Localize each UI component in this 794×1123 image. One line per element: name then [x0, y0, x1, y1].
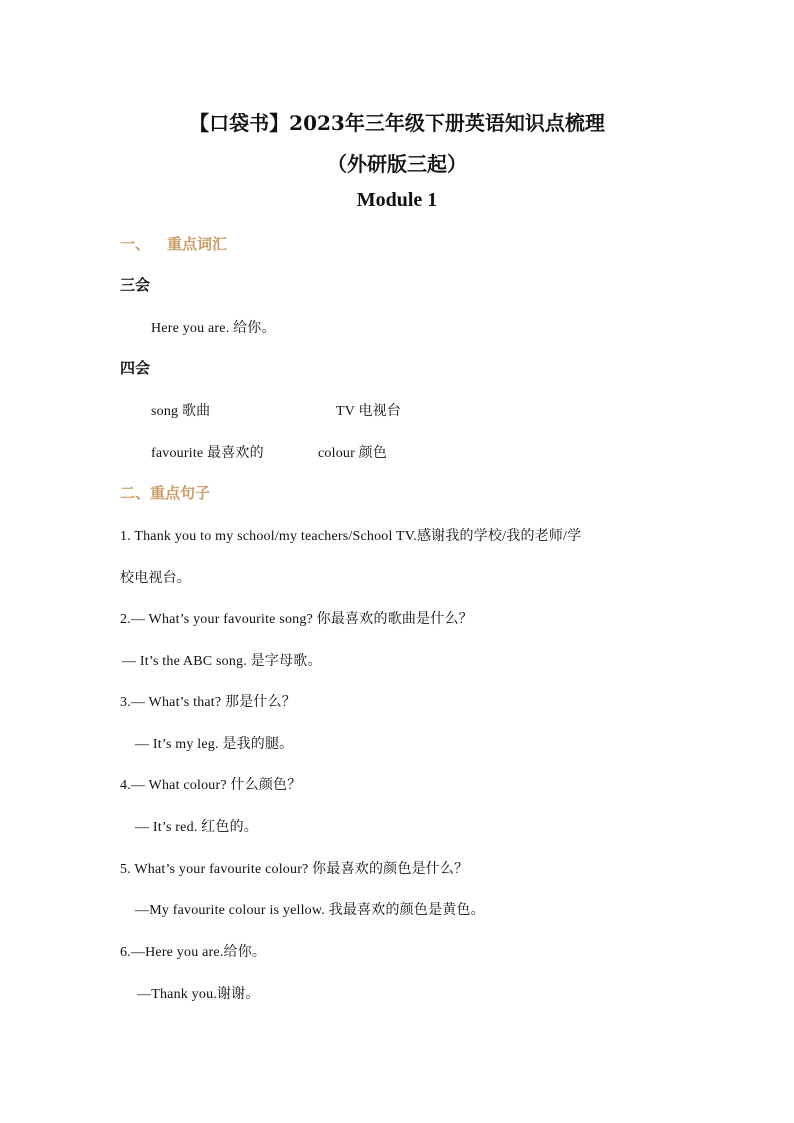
sentence-line: — It’s my leg. 是我的腿。	[135, 737, 294, 752]
vocab-item: song 歌曲	[151, 404, 211, 419]
section-1-number: 一、	[120, 235, 151, 253]
section-2-heading: 二、重点句子	[120, 484, 211, 502]
vocab-item: Here you are. 给你。	[151, 321, 276, 336]
sentence-line: 5. What’s your favourite colour? 你最喜欢的颜色是什么？	[120, 862, 469, 877]
section-1-heading: 重点词汇	[167, 235, 228, 253]
module-heading: Module 1	[356, 189, 438, 211]
sanhui-label: 三会	[120, 276, 151, 294]
sentence-line: 6.—Here you are.给你。	[120, 945, 267, 960]
sentence-line: —Thank you.谢谢。	[137, 987, 260, 1002]
sentence-line: — It’s red. 红色的。	[135, 820, 258, 835]
sentence-line: —My favourite colour is yellow. 我最喜欢的颜色是黄色。	[135, 903, 485, 918]
sihui-label: 四会	[120, 359, 151, 377]
sentence-line: 校电视台。	[120, 571, 191, 586]
sentence-line: 3.— What’s that? 那是什么？	[120, 695, 297, 710]
sentence-line: — It’s the ABC song. 是字母歌。	[122, 654, 322, 669]
sentence-line: 1. Thank you to my school/my teachers/School TV.感谢我的学校/我的老师/学	[120, 529, 582, 544]
document-subtitle: （外研版三起）	[327, 152, 467, 176]
sentence-line: 4.— What colour? 什么颜色？	[120, 778, 302, 793]
vocab-item: favourite 最喜欢的	[151, 446, 264, 461]
sentence-line: 2.— What’s your favourite song? 你最喜欢的歌曲是什么？	[120, 612, 473, 627]
vocab-item: TV 电视台	[336, 404, 402, 419]
vocab-item: colour 颜色	[318, 446, 388, 461]
document-title: 【口袋书】2023年三年级下册英语知识点梳理	[189, 111, 605, 135]
